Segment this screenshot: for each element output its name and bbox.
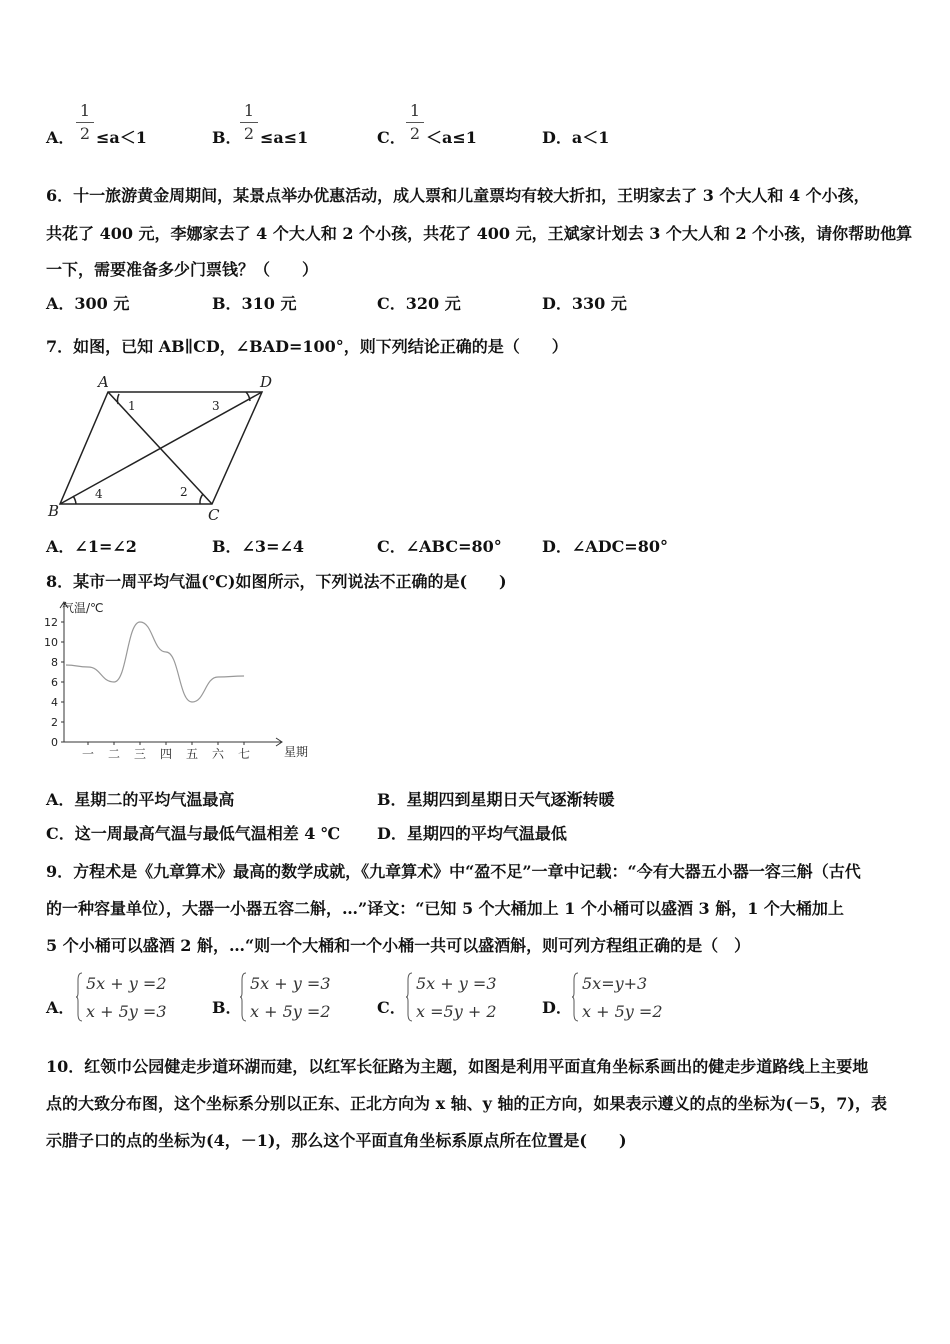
- q6-line-2: 共花了 400 元，李娜家去了 4 个大人和 2 个小孩，共花了 400 元，王斌家计划去 3 个大人和 2 个小孩，请你帮助他算: [46, 224, 913, 243]
- q5-option-b-fraction: 1 2: [240, 102, 258, 143]
- x-tick-label: 三: [133, 747, 147, 761]
- angle-3-label: 3: [212, 399, 220, 413]
- q10-line-3: 示腊子口的点的坐标为(4，－1)，那么这个平面直角坐标系原点所在位置是( ): [46, 1131, 627, 1150]
- q5-option-b[interactable]: B．: [212, 128, 242, 147]
- q8-stem: 8．某市一周平均气温(℃)如图所示，下列说法不正确的是( ): [46, 572, 507, 591]
- x-tick-label: 一: [81, 747, 95, 761]
- q6-option-b[interactable]: B．310 元: [212, 294, 297, 313]
- q7-option-c[interactable]: C．∠ABC=80°: [377, 537, 502, 556]
- q5-option-d[interactable]: D．a＜1: [542, 128, 610, 147]
- q10-line-2: 点的大致分布图，这个坐标系分别以正东、正北方向为 x 轴、y 轴的正方向，如果表示遵义的点的坐标为(－5，7)，表: [46, 1094, 887, 1113]
- q6-option-a[interactable]: A．300 元: [46, 294, 130, 313]
- q5-option-a-fraction: 1 2: [76, 102, 94, 143]
- q6-option-c[interactable]: C．320 元: [377, 294, 461, 313]
- y-tick-label: 12: [44, 616, 58, 629]
- vertex-a-label: A: [98, 373, 109, 391]
- q7-option-b[interactable]: B．∠3=∠4: [212, 537, 305, 556]
- q6-line-1: 6．十一旅游黄金周期间，某景点举办优惠活动，成人票和儿童票均有较大折扣，王明家去了 3 个大人和 4 个小孩，: [46, 186, 870, 205]
- q7-parallelogram-figure: [40, 372, 290, 532]
- q9-option-a[interactable]: A．: [46, 998, 75, 1017]
- x-tick-label: 六: [211, 747, 225, 761]
- y-tick-label: 6: [51, 676, 58, 689]
- x-axis-label: 星期: [284, 745, 309, 759]
- q8-option-a[interactable]: A．星期二的平均气温最高: [46, 790, 235, 809]
- angle-2-arc: [200, 494, 203, 504]
- q8-option-d[interactable]: D．星期四的平均气温最低: [377, 824, 567, 843]
- q8-temperature-chart: [30, 596, 309, 766]
- q10-line-1: 10．红领巾公园健走步道环湖而建，以红军长征路为主题，如图是利用平面直角坐标系画出的健走步道路线上主要地: [46, 1057, 869, 1076]
- q8-option-c[interactable]: C．这一周最高气温与最低气温相差 4 ℃: [46, 824, 341, 843]
- y-tick-label: 0: [51, 736, 58, 749]
- temperature-series-line: [66, 622, 244, 702]
- x-tick-label: 七: [237, 747, 251, 761]
- q7-option-d[interactable]: D．∠ADC=80°: [542, 537, 668, 556]
- q5-option-a-tail: ≤a＜1: [96, 128, 147, 147]
- q5-option-a[interactable]: A．: [46, 128, 75, 147]
- q5-option-c-tail: ＜a≤1: [426, 128, 477, 147]
- q7-option-a[interactable]: A．∠1=∠2: [46, 537, 137, 556]
- x-tick-label: 五: [185, 747, 199, 761]
- q6-option-d[interactable]: D．330 元: [542, 294, 627, 313]
- x-tick-label: 四: [159, 747, 173, 761]
- angle-4-label: 4: [95, 487, 103, 501]
- q8-option-b[interactable]: B．星期四到星期日天气逐渐转暖: [377, 790, 615, 809]
- q9-option-b[interactable]: B．: [212, 998, 242, 1017]
- q9-line-2: 的一种容量单位），大器一小器五容二斛，…”译文：“已知 5 个大桶加上 1 个小桶可以盛酒 3 斛，1 个大桶加上: [46, 899, 844, 918]
- q5-option-c-fraction: 1 2: [406, 102, 424, 143]
- q9-line-1: 9．方程术是《九章算术》最高的数学成就，《九章算术》中“盈不足”一章中记载：“今有大器五小器一容三斛（古代: [46, 862, 861, 881]
- y-tick-label: 4: [51, 696, 58, 709]
- q9-option-d[interactable]: D．: [542, 998, 572, 1017]
- q5-option-b-tail: ≤a≤1: [260, 128, 309, 147]
- q9-option-c[interactable]: C．: [377, 998, 406, 1017]
- y-tick-label: 8: [51, 656, 58, 669]
- vertex-d-label: D: [260, 373, 273, 391]
- y-tick-label: 10: [44, 636, 58, 649]
- vertex-c-label: C: [208, 506, 220, 524]
- angle-1-label: 1: [128, 399, 136, 413]
- x-tick-label: 二: [107, 747, 121, 761]
- q5-option-c[interactable]: C．: [377, 128, 406, 147]
- q9-line-3: 5 个小桶可以盛酒 2 斛，…“则一个大桶和一个小桶一共可以盛酒斛，则可列方程组正确的是（ ）: [46, 936, 751, 955]
- y-tick-label: 2: [51, 716, 58, 729]
- diagonal-bd: [60, 392, 262, 504]
- q6-line-3: 一下，需要准备多少门票钱？（ ）: [46, 260, 319, 279]
- y-axis-label: 气温/℃: [62, 601, 104, 615]
- q7-stem: 7．如图，已知 AB∥CD，∠BAD=100°，则下列结论正确的是（ ）: [46, 337, 568, 356]
- vertex-b-label: B: [48, 502, 60, 520]
- angle-4-arc: [73, 496, 76, 504]
- angle-1-arc: [118, 394, 119, 404]
- angle-2-label: 2: [180, 485, 188, 499]
